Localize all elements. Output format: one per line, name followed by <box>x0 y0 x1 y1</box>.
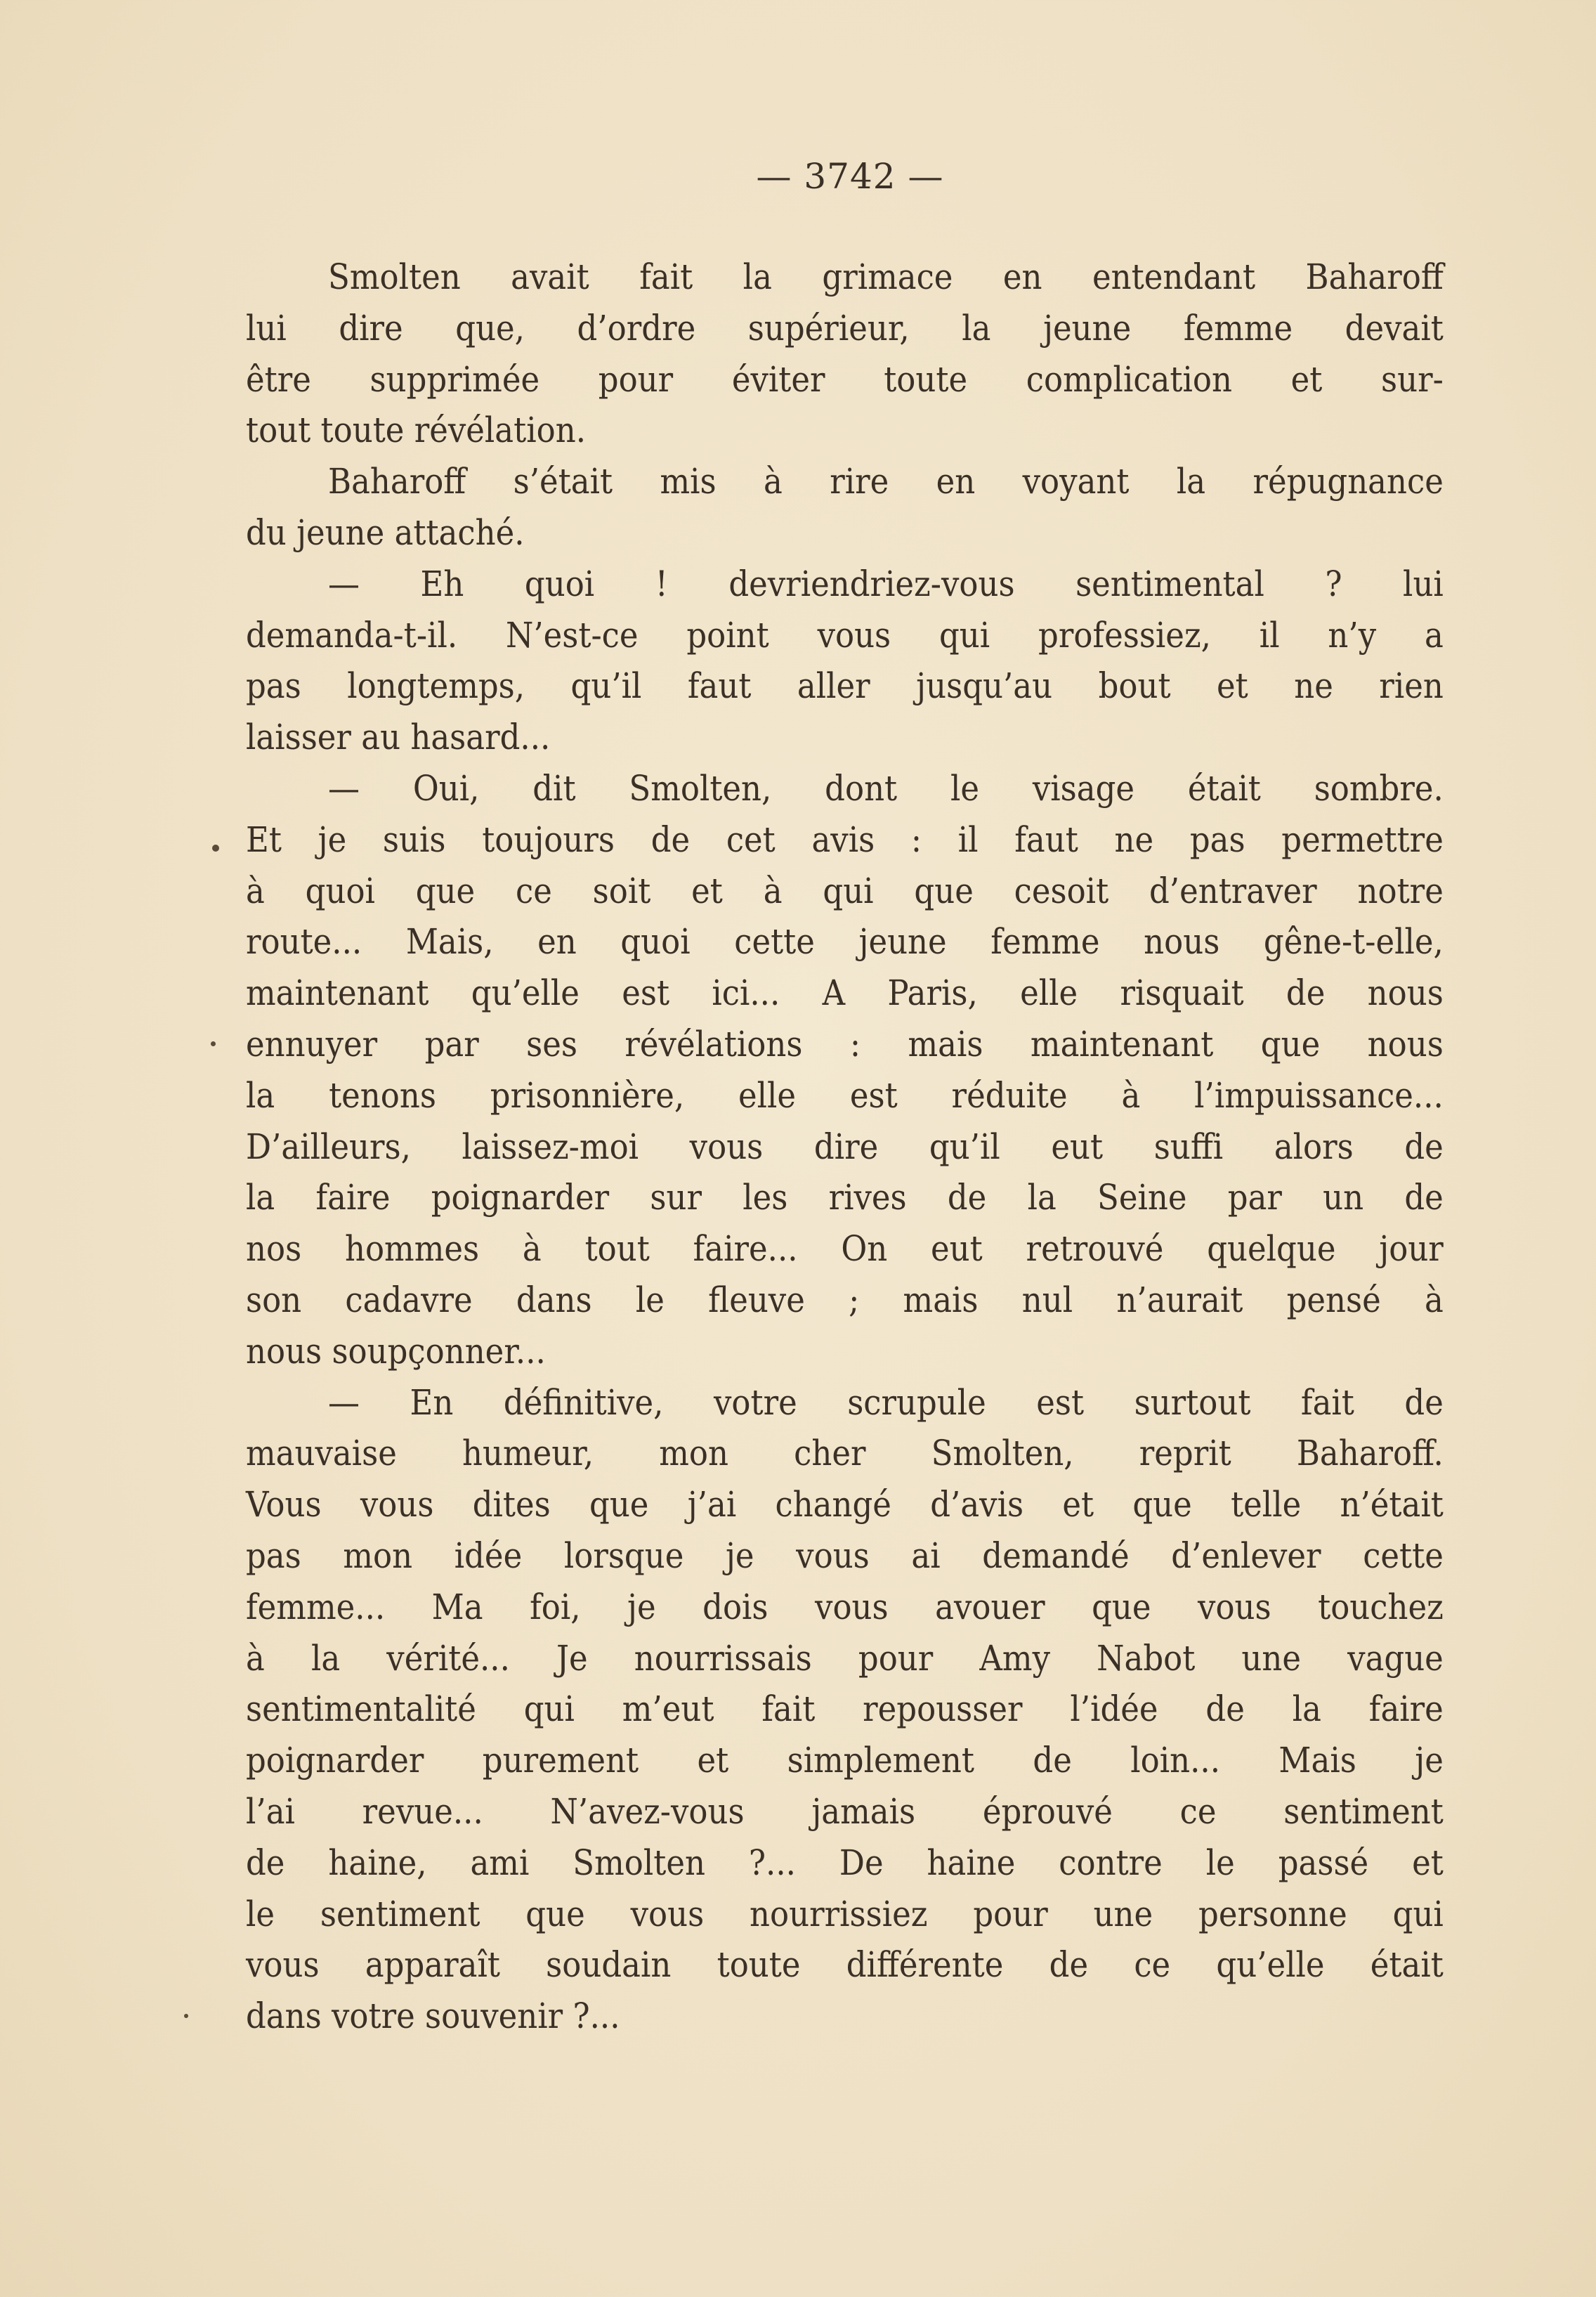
text-line: son cadavre dans le fleuve ; mais nul n’aurait pensé à <box>246 1279 1444 1320</box>
text-line: laisser au hasard... <box>246 717 551 758</box>
text-line: Smolten avait fait la grimace en entendant Baharoff <box>328 256 1444 297</box>
text-line: ennuyer par ses révélations : mais maintenant que nous <box>246 1023 1444 1065</box>
text-line: — Eh quoi ! devriendriez-vous sentimental ? lui <box>328 563 1444 604</box>
text-line: tout toute révélation. <box>246 410 587 451</box>
ink-speck <box>211 1041 216 1046</box>
text-line: — Oui, dit Smolten, dont le visage était sombre. <box>328 767 1444 809</box>
text-line: à la vérité... Je nourrissais pour Amy Nabot une vague <box>246 1637 1444 1679</box>
text-line: sentimentalité qui m’eut fait repousser l’idée de la faire <box>246 1688 1444 1730</box>
text-line: à quoi que ce soit et à qui que cesoit d’entraver notre <box>246 870 1444 911</box>
ink-speck <box>212 845 219 852</box>
text-line: pas longtemps, qu’il faut aller jusqu’au bout et ne rien <box>246 665 1444 707</box>
text-line: mauvaise humeur, mon cher Smolten, reprit Baharoff. <box>246 1433 1444 1474</box>
text-line: dans votre souvenir ?... <box>246 1996 620 2037</box>
text-line: Vous vous dites que j’ai changé d’avis et que telle n’était <box>246 1484 1444 1525</box>
text-line: poignarder purement et simplement de loin... Mais je <box>246 1740 1444 1781</box>
text-line: la faire poignarder sur les rives de la Seine par un de <box>246 1177 1444 1218</box>
text-line: — En définitive, votre scrupule est surtout fait de <box>328 1381 1444 1423</box>
text-line: Et je suis toujours de cet avis : il faut ne pas permettre <box>246 819 1444 860</box>
page-number: — 3742 — <box>756 156 944 197</box>
text-line: femme... Ma foi, je dois vous avouer que vous touchez <box>246 1586 1444 1627</box>
text-line: nous soupçonner... <box>246 1330 546 1372</box>
text-line: D’ailleurs, laissez-moi vous dire qu’il eut suffi alors de <box>246 1126 1444 1167</box>
text-line: pas mon idée lorsque je vous ai demandé d’enlever cette <box>246 1535 1444 1576</box>
text-line: la tenons prisonnière, elle est réduite à l’impuissance... <box>246 1074 1444 1116</box>
text-line: le sentiment que vous nourrissiez pour une personne qui <box>246 1893 1444 1934</box>
text-line: Baharoff s’était mis à rire en voyant la répugnance <box>328 461 1444 502</box>
text-line: de haine, ami Smolten ?... De haine contre le passé et <box>246 1842 1444 1883</box>
text-line: être supprimée pour éviter toute complication et sur- <box>246 358 1444 400</box>
text-line: vous apparaît soudain toute différente de ce qu’elle était <box>246 1944 1444 1986</box>
text-line: demanda-t-il. N’est-ce point vous qui professiez, il n’y a <box>246 614 1444 656</box>
text-line: route... Mais, en quoi cette jeune femme nous gêne-t-elle, <box>246 921 1444 963</box>
text-line: lui dire que, d’ordre supérieur, la jeune femme devait <box>246 307 1444 349</box>
body-text <box>246 252 1444 2042</box>
text-line: l’ai revue... N’avez-vous jamais éprouvé ce sentiment <box>246 1790 1444 1832</box>
ink-speck <box>184 2014 188 2018</box>
text-line: maintenant qu’elle est ici... A Paris, elle risquait de nous <box>246 972 1444 1014</box>
text-line: du jeune attaché. <box>246 512 525 553</box>
text-line: nos hommes à tout faire... On eut retrouvé quelque jour <box>246 1228 1444 1270</box>
